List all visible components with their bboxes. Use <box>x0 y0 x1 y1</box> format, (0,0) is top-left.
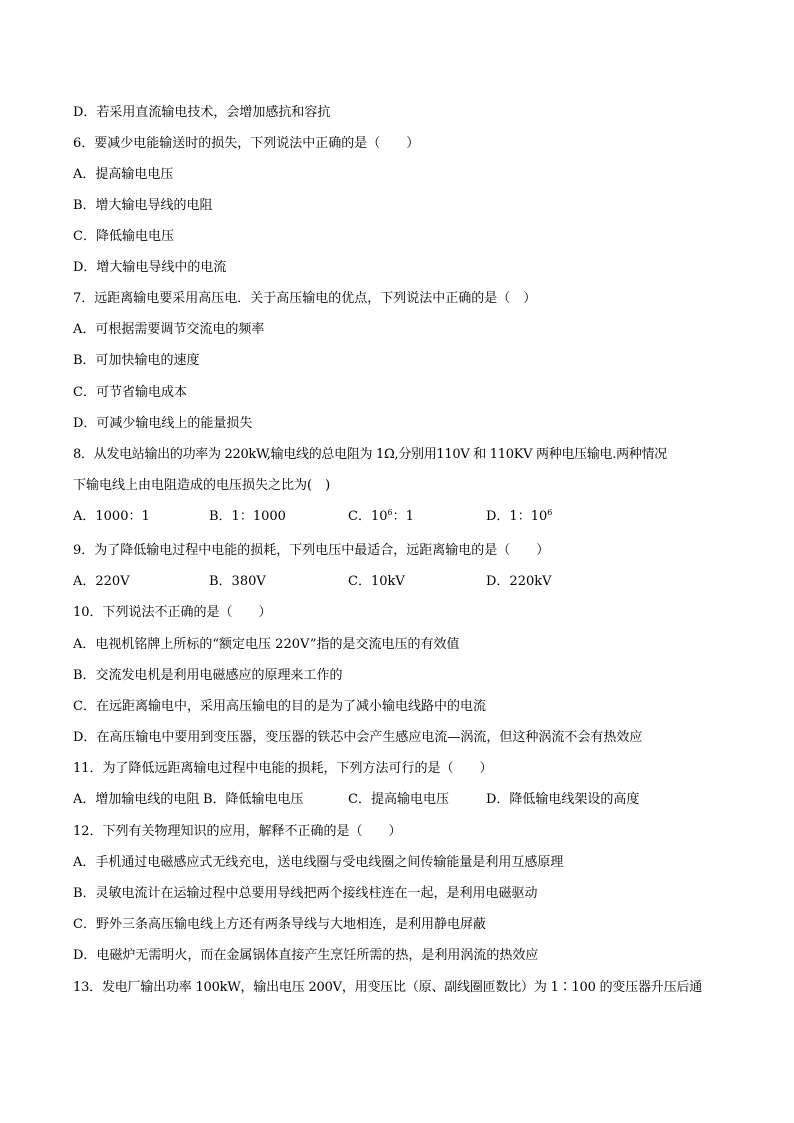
q9-option-d: D．220kV <box>486 574 552 589</box>
q7-option-b: B．可加快输电的速度 <box>73 353 200 368</box>
q10-option-a: A．电视机铭牌上所标的“额定电压 220V”指的是交流电压的有效值 <box>73 637 460 652</box>
q11-option-a: A．增加输电线的电阻 <box>73 792 200 807</box>
q10-option-c: C．在远距离输电中，采用高压输电的目的是为了减小输电线路中的电流 <box>73 699 486 714</box>
q7-option-a: A．可根据需要调节交流电的频率 <box>73 322 265 337</box>
q12-option-b: B．灵敏电流计在运输过程中总要用导线把两个接线柱连在一起，是利用电磁驱动 <box>73 886 538 901</box>
q12-option-a: A．手机通过电磁感应式无线充电，送电线圈与受电线圈之间传输能量是利用互感原理 <box>73 855 564 870</box>
q9-option-b: B．380V <box>209 574 266 589</box>
question-10: 10．下列说法不正确的是（ ） <box>73 605 272 620</box>
q5-option-d: D．若采用直流输电技术，会增加感抗和容抗 <box>73 105 331 120</box>
question-6: 6．要减少电能输送时的损失，下列说法中正确的是（ ） <box>73 136 420 151</box>
q9-option-c: C．10kV <box>348 574 405 589</box>
question-9: 9．为了降低输电过程中电能的损耗，下列电压中最适合，远距离输电的是（ ） <box>73 543 550 558</box>
question-13: 13．发电厂输出功率 100kW，输出电压 200V，用变压比（原、副线圈匝数比）为 1∶100 的变压器升压后通 <box>73 980 703 995</box>
q8-options <box>73 509 733 525</box>
q10-option-b: B．交流发电机是利用电磁感应的原理来工作的 <box>73 668 343 683</box>
q11-option-c: C．提高输电电压 <box>348 792 449 807</box>
q8-option-b: B．1：1000 <box>209 509 286 524</box>
q11-option-d: D．降低输电线架设的高度 <box>486 792 640 807</box>
question-7: 7．远距离输电要采用高压电．关于高压输电的优点，下列说法中正确的是（ ） <box>73 291 537 306</box>
question-8-line-2: 下输电线上由电阻造成的电压损失之比为( ) <box>73 478 331 493</box>
q7-option-c: C．可节省输电成本 <box>73 385 187 400</box>
q8-option-c-exp: 6 <box>387 508 393 517</box>
question-11: 11．为了降低远距离输电过程中电能的损耗，下列方法可行的是（ ） <box>73 761 493 776</box>
q11-options <box>73 792 733 808</box>
question-8-line-1: 8．从发电站输出的功率为 220kW,输电线的总电阻为 1Ω,分别用110V 和 110KV 两种电压输电.两种情况 <box>73 447 667 462</box>
q12-option-c: C．野外三条高压输电线上方还有两条导线与大地相连，是利用静电屏蔽 <box>73 917 486 932</box>
q12-option-d: D．电磁炉无需明火，而在金属锅体直接产生烹饪所需的热，是利用涡流的热效应 <box>73 948 539 963</box>
q8-option-c <box>348 509 414 525</box>
q6-option-c: C．降低输电电压 <box>73 229 174 244</box>
q8-option-a: A．1000：1 <box>73 509 150 524</box>
q9-options <box>73 574 733 590</box>
q7-option-d: D．可减少输电线上的能量损失 <box>73 416 253 431</box>
q8-option-d <box>486 509 552 525</box>
q8-option-c-base: C．10 <box>348 509 388 524</box>
q6-option-a: A．提高输电电压 <box>73 167 174 182</box>
q10-option-d: D．在高压输电中要用到变压器，变压器的铁芯中会产生感应电流—涡流，但这种涡流不会有热效应 <box>73 730 643 745</box>
q8-option-d-base: D．1：10 <box>486 509 548 524</box>
q8-option-c-tail: ：1 <box>392 509 414 524</box>
q11-option-b: B．降低输电电压 <box>203 792 304 807</box>
q8-option-d-exp: 6 <box>547 508 553 517</box>
q6-option-d: D．增大输电导线中的电流 <box>73 260 227 275</box>
q9-option-a: A．220V <box>73 574 130 589</box>
q6-option-b: B．增大输电导线的电阻 <box>73 198 213 213</box>
question-12: 12．下列有关物理知识的应用，解释不正确的是（ ） <box>73 824 402 839</box>
